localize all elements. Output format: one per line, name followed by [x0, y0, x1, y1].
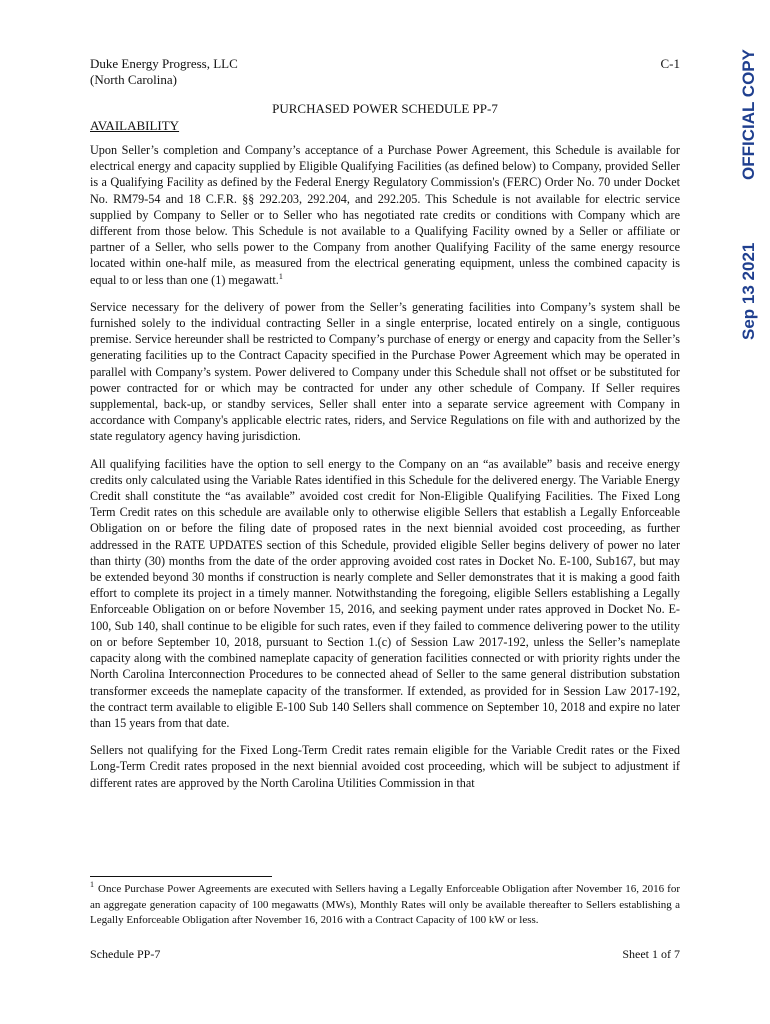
- stamp-label: OFFICIAL COPY: [739, 49, 758, 180]
- paragraph: [90, 142, 680, 288]
- footnote-divider: [90, 876, 272, 877]
- section-heading-availability: AVAILABILITY: [90, 118, 180, 133]
- footer-schedule: Schedule PP-7: [90, 947, 161, 961]
- document-header: [90, 56, 238, 88]
- paragraph: Sellers not qualifying for the Fixed Long-Term Credit rates remain eligible for the Variable Credit rates or the Fixed Long-Term Credit rates proposed in the next biennial avoided cost proceeding, which will be subject to adjustment if different rates are approved by the North Carolina Utilities Commission in that: [90, 743, 680, 790]
- footnote-text: Once Purchase Power Agreements are executed with Sellers having a Legally Enforceable Obligation after November 16, 2016 for an aggregate generation capacity of 100 megawatts (MWs), Monthly Rates will only be available thereafter to Sellers establishing a Legally Enforceable Obligation after November 16, 2016 with a Contract Capacity of 100 kW or less.: [90, 883, 680, 926]
- footnote-reference: 1: [278, 271, 283, 281]
- document-body: [90, 142, 680, 802]
- paragraph: All qualifying facilities have the option to sell energy to the Company on an “as available” basis and receive energy credits only calculated using the Variable Rates identified in this Schedule for the delivered energy. The Variable Energy Credit shall constitute the “as available” avoided cost credit for Non-Eligible Qualifying Facilities. The Fixed Long Term Credit rates on this schedule are available only to otherwise eligible Sellers that establish a Legally Enforceable Obligation on or before the filing date of proposed rates in the next biennial avoided cost proceeding, as further addressed in the RATE UPDATES section of this Schedule, provided eligible Seller begins delivery of power no later than thirty (30) months from the date of the order approving avoided cost rates in Docket No. E-100, Sub167, but may be extended beyond 30 months if construction is nearly complete and Seller demonstrates that it is making a good faith effort to complete its project in a timely manner. Notwithstanding the foregoing, eligible Sellers establishing a Legally Enforceable Obligation on or before November 15, 2016, and seeking payment under rates approved in Docket No. E-100, Sub 140, shall continue to be eligible for such rates, even if they failed to commence delivering power to the utility on or before September 10, 2018, pursuant to Section 1.(c) of Session Law 2017-192, unless the Seller’s nameplate capacity along with the combined nameplate capacity of generation facilities connected or with priority rights under the North Carolina Interconnection Procedures to be connected ahead of Seller to the same general distribution substation transformer exceeds the nameplate capacity of the transformer. If extended, as provided for in Session Law 2017-192, the contract term available to eligible E-100 Sub 140 Sellers shall commence on September 10, 2018 and expire no later than 15 years from that date.: [90, 456, 680, 730]
- paragraph-text: Upon Seller’s completion and Company’s acceptance of a Purchase Power Agreement, this Schedule is available for electrical energy and capacity supplied by Eligible Qualifying Facilities (as defined below) to Company, provided Seller is a Qualifying Facility as defined by the Federal Energy Regulatory Commission's (FERC) Order No. 70 under Docket No. RM79-54 and 18 C.F.R. §§ 292.203, 292.204, and 292.205. This Schedule is not available for electric service supplied by Company to Seller or to Seller who has negotiated rate credits or conditions with Company which are different from those below. This Schedule is not available to a Qualifying Facility owned by a Seller or affiliate or partner of a Seller, who sells power to the Company from another Qualifying Facility of the same energy resource located within one-half mile, as measured from the electrical generating equipment, unless the combined capacity is equal to or less than one (1) megawatt.: [90, 143, 680, 287]
- schedule-title: PURCHASED POWER SCHEDULE PP-7: [272, 101, 498, 116]
- official-copy-stamp: [728, 0, 768, 360]
- page-code: C-1: [660, 56, 680, 71]
- footnote: [90, 882, 680, 929]
- footnote-mark: 1: [90, 880, 94, 890]
- footer-sheet-number: Sheet 1 of 7: [622, 947, 680, 961]
- company-state: (North Carolina): [90, 72, 178, 87]
- paragraph: Service necessary for the delivery of power from the Seller’s generating facilities into Company’s system shall be furnished solely to the individual contracting Seller in a single enterprise, located entirely on a single, contiguous premise. Service hereunder shall be restricted to Company’s purchase of energy or energy and capacity from the Seller’s generating facilities up to the Contract Capacity specified in the Purchase Power Agreement which may be operated in parallel with Company’s system. Power delivered to Company under this Schedule shall not offset or be substituted for power contracted for or which may be contracted for under any other schedule of Company. If Seller requires supplemental, back-up, or standby services, Seller shall enter into a separate service agreement with Company in accordance with Company's applicable electric rates, riders, and Service Regulations on file with and authorized by the state regulatory agency having jurisdiction.: [90, 299, 680, 444]
- company-name: Duke Energy Progress, LLC: [90, 56, 238, 71]
- stamp-date: Sep 13 2021: [739, 242, 758, 340]
